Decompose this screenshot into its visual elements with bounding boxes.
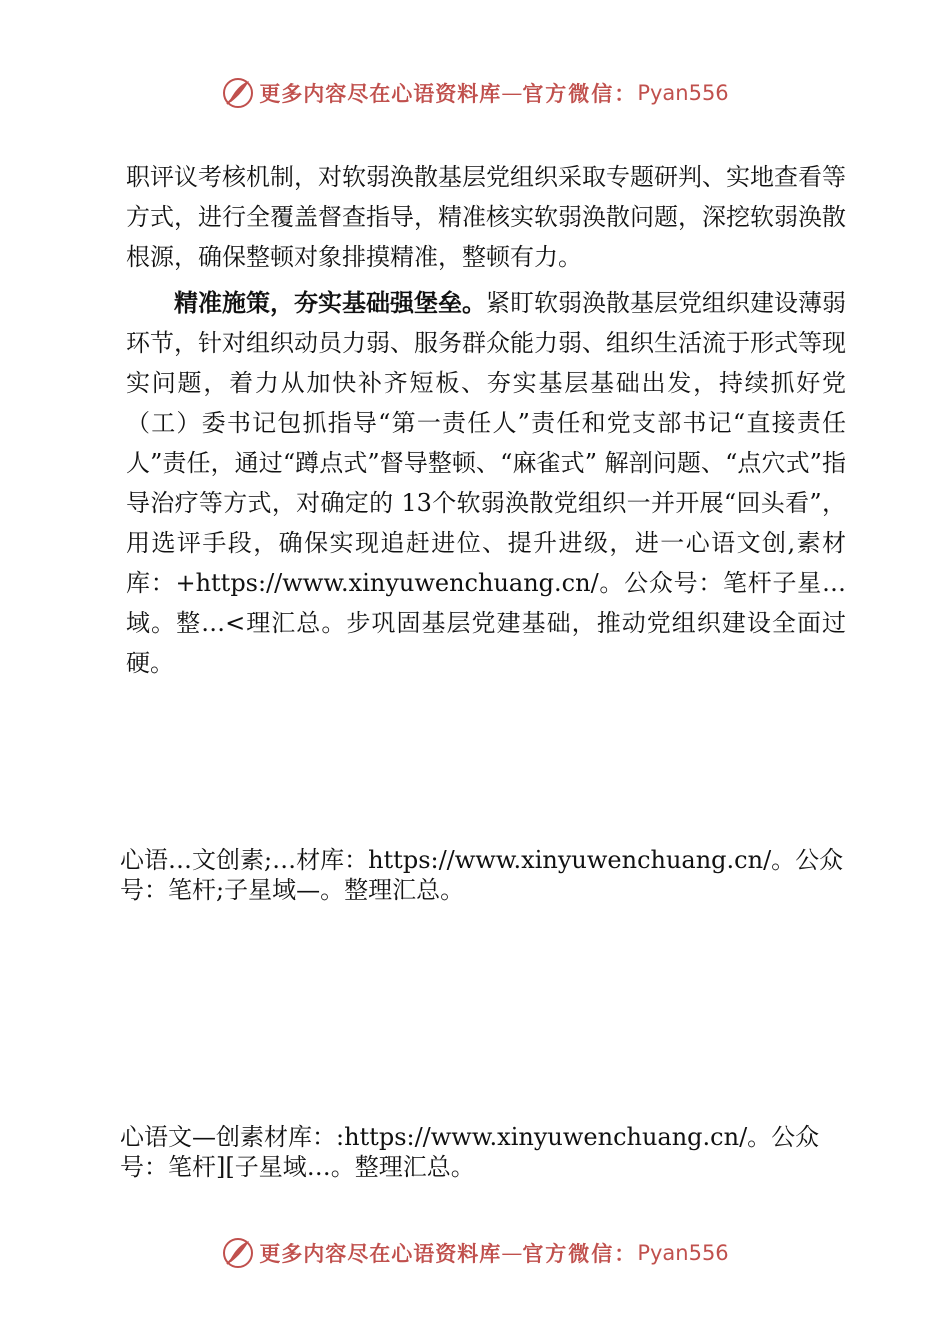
- banner-separator: —: [501, 81, 523, 105]
- pen-feather-logo-icon: [221, 76, 255, 110]
- footer-banner: [0, 1233, 950, 1273]
- paragraph-2: [126, 283, 846, 683]
- banner-wechat-label: 官方微信：: [522, 1241, 638, 1266]
- banner-wechat-id: Pyan556: [637, 1241, 729, 1265]
- header-banner: [0, 73, 950, 113]
- banner-wechat-label: 官方微信：: [522, 81, 638, 106]
- source-note-2: 心语文—创素材库：:https://www.xinyuwenchuang.cn/。公众号：笔杆][子星域…。整理汇总。: [120, 1123, 820, 1181]
- banner-text: 更多内容尽在心语资料库: [259, 81, 502, 106]
- source-note-1: 心语…文创素;…材库：https://www.xinyuwenchuang.cn/。公众号：笔杆;子星域—。整理汇总。: [120, 846, 844, 904]
- paragraph-2-lead: 精准施策，夯实基础强堡垒。: [174, 289, 486, 317]
- banner-wechat-id: Pyan556: [637, 81, 729, 105]
- paragraph-2-body: 紧盯软弱涣散基层党组织建设薄弱环节，针对组织动员力弱、服务群众能力弱、组织生活流于形式等现实问题，着力从加快补齐短板、夯实基层基础出发，持续抓好党（工）委书记包抓指导“第一责任人”责任和党支部书记“直接责任人”责任，通过“蹲点式”督导整顿、“麻雀式” 解剖问题、“点穴式”指导治疗等方式，对确定的 13个软弱涣散党组织一并开展“回头看”，用选评手段，确保实现追赶进位、提升进级，进一心语文创,素材库：+https://www.xinyuwenchuang.cn/。公众号：笔杆子星…域。整…<理汇总。步巩固基层党建基础，推动党组织建设全面过硬。: [126, 289, 846, 677]
- banner-text: 更多内容尽在心语资料库: [259, 1241, 502, 1266]
- banner-separator: —: [501, 1241, 523, 1265]
- pen-feather-logo-icon: [221, 1236, 255, 1270]
- paragraph-1: 职评议考核机制，对软弱涣散基层党组织采取专题研判、实地查看等方式，进行全覆盖督查指导，精准核实软弱涣散问题，深挖软弱涣散根源，确保整顿对象排摸精准，整顿有力。: [126, 163, 846, 271]
